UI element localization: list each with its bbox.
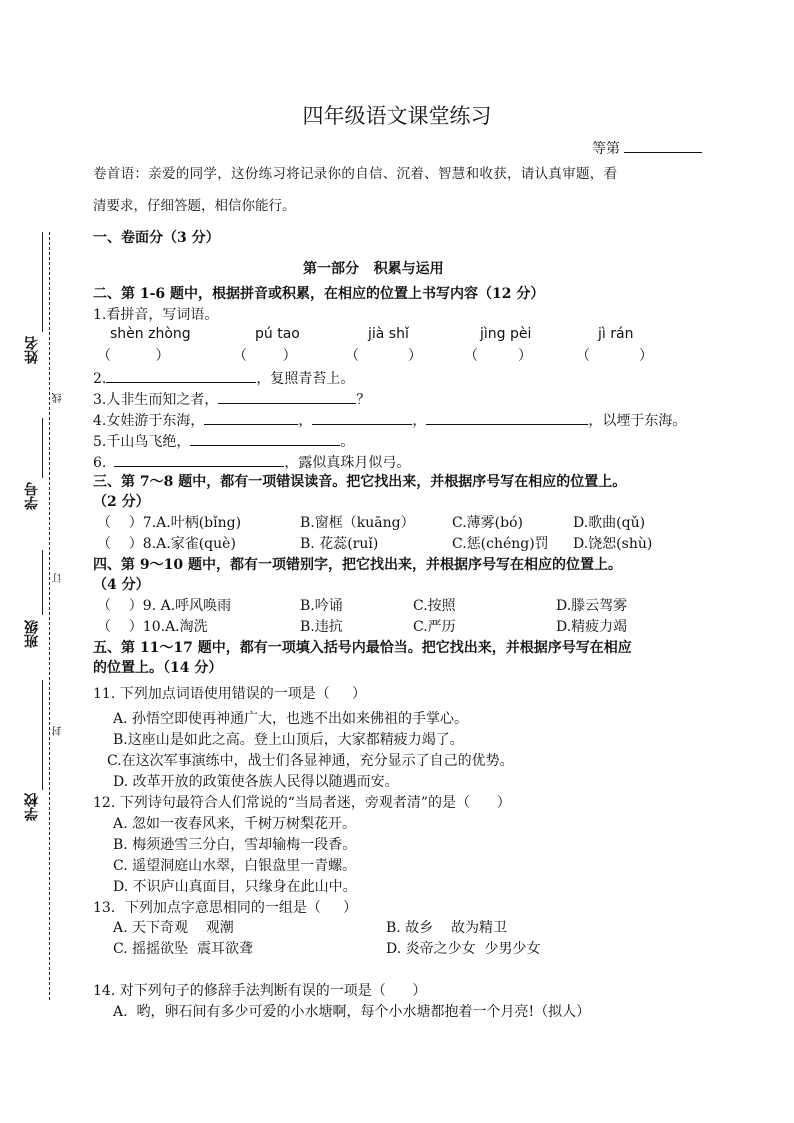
name-write-line	[42, 232, 43, 332]
q10-option-d: D.精疲力竭	[556, 619, 628, 635]
q9-option-d: D.滕云驾雾	[556, 598, 628, 614]
grade-label: 等第	[592, 141, 620, 157]
q5-tail: 。	[340, 434, 355, 450]
q3-blank[interactable]	[218, 389, 356, 404]
id-write-line	[42, 418, 43, 478]
pinyin-5: jì rán	[598, 326, 634, 342]
q13-option-d: D. 炎帝之少女 少男少女	[386, 941, 541, 957]
q4-comma-2: ，	[412, 413, 427, 429]
q13-option-c: C. 摇摇欲坠 震耳欲聋	[113, 941, 254, 957]
q6-number: 6.	[93, 455, 107, 471]
q14-prompt: 14. 对下列句子的修辞手法判断有误的一项是（ ）	[93, 983, 427, 999]
class-write-line	[42, 550, 43, 615]
grade-field	[592, 138, 702, 158]
q9-option-a: （ ）9. A.呼风唤雨	[97, 598, 232, 614]
q4-text: 4.女娃游于东海，	[93, 413, 205, 429]
q11-option-b: B.这座山是如此之高。登上山顶后，大家都精疲力竭了。	[113, 732, 464, 748]
q12-option-c: C. 遥望洞庭山水翠，白银盘里一青螺。	[113, 858, 357, 874]
q10-option-b: B.违抗	[300, 619, 343, 635]
name-label: 姓名	[24, 336, 40, 364]
q2-tail: ，复照青苔上。	[256, 371, 355, 387]
section-5-header-1: 五、第 11～17 题中，都有一项填入括号内最恰当。把它找出来，并根据序号写在相应	[93, 640, 632, 656]
q12-option-b: B. 梅须逊雪三分白，雪却输梅一段香。	[113, 837, 357, 853]
section-3-header-2: （2 分）	[93, 494, 150, 510]
q2-line	[93, 368, 354, 388]
q2-number: 2.	[93, 371, 107, 387]
answer-box-5[interactable]: （ ）	[576, 348, 653, 364]
q3-line	[93, 389, 370, 409]
q4-comma-1: ，	[298, 413, 313, 429]
q4-blank-3[interactable]	[426, 410, 588, 425]
q12-option-d: D. 不识庐山真面目，只缘身在此山中。	[113, 879, 357, 895]
q7-option-b: B.窗框（kuāng）	[300, 515, 415, 531]
q1-prompt: 1.看拼音，写词语。	[93, 307, 219, 323]
q5-text: 5.千山鸟飞绝，	[93, 434, 191, 450]
binding-dashed-line	[49, 232, 50, 1000]
q13-option-b: B. 故乡 故为精卫	[386, 920, 507, 936]
school-label: 学校	[24, 793, 40, 821]
q7-option-d: D.歌曲(qǔ)	[573, 515, 646, 531]
class-label: 班级	[24, 620, 40, 648]
q7-option-a: （ ）7.A.叶柄(bǐng)	[97, 515, 242, 531]
feng-mark: 封	[53, 726, 64, 736]
grade-blank[interactable]	[624, 138, 702, 153]
q8-option-b: B. 花蕊(ruǐ)	[300, 536, 379, 552]
q6-blank[interactable]	[114, 452, 284, 467]
q6-tail: ，露似真珠月似弓。	[284, 455, 411, 471]
section-3-header-1: 三、第 7～8 题中，都有一项错误读音。把它找出来，并根据序号写在相应的位置上。	[93, 474, 627, 490]
q7-option-c: C.薄雾(bó)	[452, 515, 523, 531]
q12-prompt: 12. 下列诗句最符合人们常说的“当局者迷，旁观者清”的是（ ）	[93, 795, 511, 811]
q2-blank[interactable]	[106, 368, 256, 383]
q13-option-a: A. 天下奇观 观潮	[113, 920, 234, 936]
xian-mark: 线	[53, 393, 64, 403]
q8-option-c: C.惩(chéng)罚	[452, 536, 549, 552]
q11-prompt: 11. 下列加点词语使用错误的一项是（ ）	[93, 686, 366, 702]
q9-option-c: C.按照	[413, 598, 456, 614]
intro-line-1: 卷首语：亲爱的同学，这份练习将记录你的自信、沉着、智慧和收获，请认真审题，看	[93, 166, 618, 182]
student-id-label: 学号	[24, 482, 40, 510]
q10-option-a: （ ）10.A.淘洗	[97, 619, 208, 635]
q6-line	[93, 452, 410, 472]
school-write-line	[42, 680, 43, 790]
q4-line	[93, 410, 686, 430]
section-1-header: 一、卷面分（3 分）	[93, 230, 220, 246]
pinyin-2: pú tao	[255, 326, 300, 342]
q4-blank-1[interactable]	[204, 410, 298, 425]
answer-box-1[interactable]: （ ）	[97, 348, 170, 364]
pinyin-4: jìng pèi	[480, 326, 532, 342]
q11-option-d: D. 改革开放的政策使各族人民得以随遇而安。	[113, 774, 399, 790]
q9-option-b: B.吟诵	[300, 598, 343, 614]
ding-mark: 订	[53, 573, 64, 583]
q8-option-a: （ ）8.A.家雀(què)	[97, 536, 236, 552]
answer-box-4[interactable]: （ ）	[464, 348, 533, 364]
q11-option-c: C.在这次军事演练中，战士们各显神通，充分显示了自己的优势。	[107, 753, 514, 769]
intro-line-2: 清要求，仔细答题，相信你能行。	[93, 198, 296, 214]
pinyin-3: jià shǐ	[368, 326, 409, 342]
pinyin-1: shèn zhòng	[110, 326, 191, 342]
section-4-header-2: （4 分）	[93, 577, 150, 593]
q8-option-d: D.饶恕(shù)	[573, 536, 653, 552]
q11-option-a: A. 孙悟空即使再神通广大，也逃不出如来佛祖的手掌心。	[113, 711, 469, 727]
q12-option-a: A. 忽如一夜春风来，千树万树梨花开。	[113, 816, 357, 832]
q14-option-a: A. 哟，卵石间有多少可爱的小水塘啊，每个小水塘都抱着一个月亮!（拟人）	[113, 1004, 591, 1020]
q4-tail: ，以堙于东海。	[588, 413, 687, 429]
q4-blank-2[interactable]	[312, 410, 412, 425]
answer-box-2[interactable]: （ ）	[233, 348, 297, 364]
q5-blank[interactable]	[190, 431, 340, 446]
q3-tail: ？	[356, 392, 371, 408]
q5-line	[93, 431, 354, 451]
part-1-header: 第一部分 积累与运用	[303, 261, 444, 277]
section-4-header-1: 四、第 9～10 题中，都有一项错别字，把它找出来，并根据序号写在相应的位置上。	[93, 557, 622, 573]
q3-text: 3.人非生而知之者，	[93, 392, 219, 408]
page-title: 四年级语文课堂练习	[302, 104, 492, 128]
section-2-header: 二、第 1-6 题中，根据拼音或积累，在相应的位置上书写内容（12 分）	[93, 286, 545, 302]
q10-option-c: C.严历	[413, 619, 456, 635]
q13-prompt: 13．下列加点字意思相同的一组是（ ）	[93, 900, 358, 916]
section-5-header-2: 的位置上。（14 分）	[93, 660, 223, 676]
answer-box-3[interactable]: （ ）	[345, 348, 422, 364]
